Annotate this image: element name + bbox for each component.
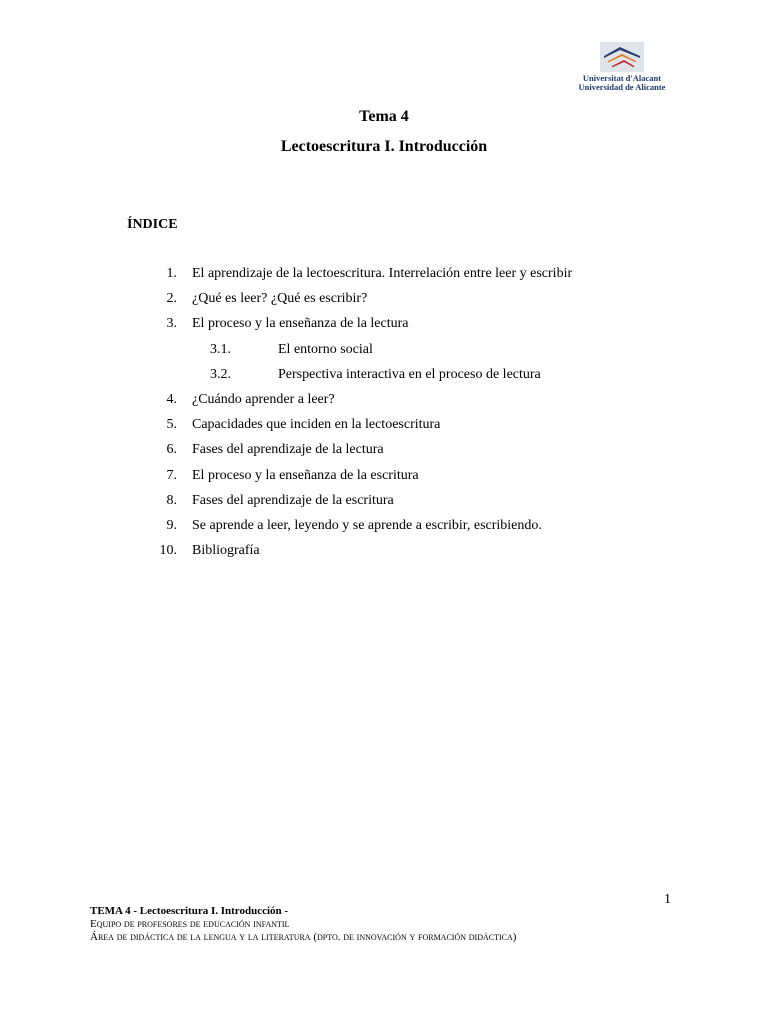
toc-item-text: Fases del aprendizaje de la escritura bbox=[192, 492, 394, 508]
logo-line-1: Universitat d'Alacant bbox=[582, 73, 662, 83]
university-logo bbox=[566, 40, 678, 96]
university-emblem-icon bbox=[600, 42, 644, 72]
footer-department: Área de didáctica de la lengua y la literatura (dpto. de innovación y formación didáctica) bbox=[90, 931, 517, 943]
toc-item-number: 6. bbox=[166, 442, 177, 458]
toc-item-text: El entorno social bbox=[278, 341, 373, 357]
toc-item-text: Perspectiva interactiva en el proceso de lectura bbox=[278, 366, 541, 382]
page-footer bbox=[90, 905, 516, 944]
footer-title: TEMA 4 - Lectoescritura I. Introducción - bbox=[90, 905, 289, 917]
toc-item-number: 1. bbox=[166, 266, 177, 281]
toc-item-text: El aprendizaje de la lectoescritura. Interrelación entre leer y escribir bbox=[192, 266, 573, 281]
footer-team: Equipo de profesores de educación infantil bbox=[90, 918, 290, 930]
toc-item-number: 10. bbox=[159, 543, 177, 559]
toc-item-number: 3.1. bbox=[210, 341, 231, 357]
toc-item-text: El proceso y la enseñanza de la escritura bbox=[192, 467, 419, 483]
logo-line-2: Universidad de Alicante bbox=[578, 82, 666, 92]
toc-item-number: 2. bbox=[166, 291, 177, 307]
toc-item-text: ¿Qué es leer? ¿Qué es escribir? bbox=[192, 291, 368, 307]
toc-item-text: Capacidades que inciden en la lectoescritura bbox=[192, 417, 441, 433]
toc-item-text: Bibliografía bbox=[192, 543, 260, 559]
toc-item-text: ¿Cuándo aprender a leer? bbox=[192, 392, 335, 407]
toc-item-number: 3.2. bbox=[210, 366, 231, 382]
page-title: Tema 4 bbox=[359, 108, 409, 125]
toc-item-text: Fases del aprendizaje de la lectura bbox=[192, 442, 384, 458]
toc-item-text: Se aprende a leer, leyendo y se aprende a escribir, escribiendo. bbox=[192, 518, 542, 533]
toc-item-number: 3. bbox=[166, 316, 177, 332]
page-number: 1 bbox=[664, 892, 671, 907]
index-heading: ÍNDICE bbox=[127, 217, 178, 232]
toc-item-number: 5. bbox=[166, 417, 177, 433]
page-subtitle: Lectoescritura I. Introducción bbox=[280, 138, 488, 155]
toc-item-number: 7. bbox=[166, 467, 177, 483]
toc-item-number: 8. bbox=[166, 492, 177, 508]
toc-item-number: 9. bbox=[166, 518, 177, 533]
toc-item-text: El proceso y la enseñanza de la lectura bbox=[192, 316, 409, 332]
toc-item-number: 4. bbox=[166, 392, 177, 407]
